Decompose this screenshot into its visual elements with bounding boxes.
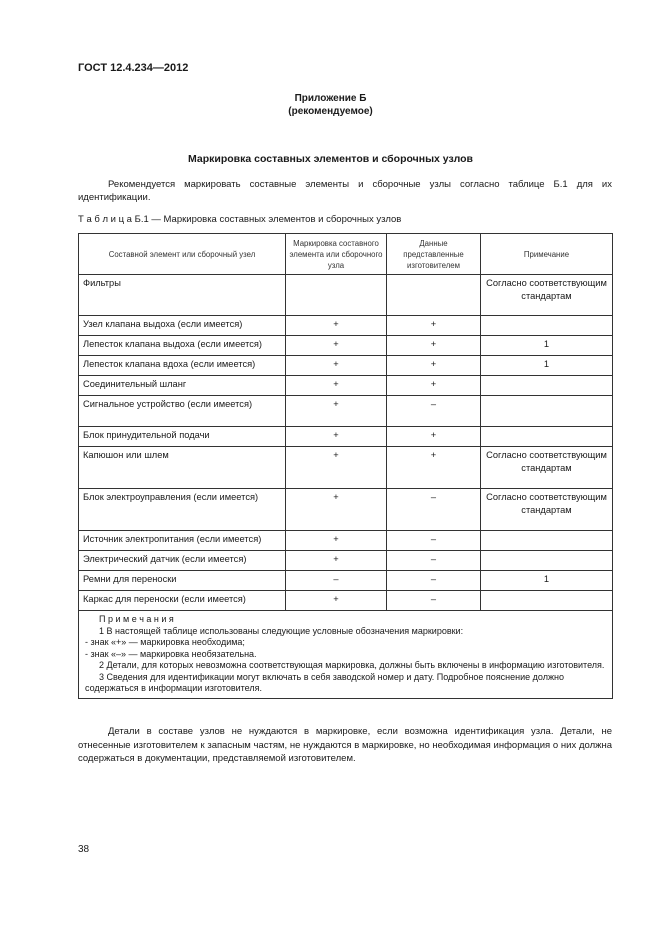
cell-data: +	[387, 427, 481, 447]
annex-title: Приложение Б	[294, 93, 367, 104]
standard-header: ГОСТ 12.4.234—2012	[78, 62, 189, 74]
cell-data: –	[387, 489, 481, 531]
table-row	[79, 447, 613, 489]
header-marking: Маркировка составного элемента или сборочного узла	[286, 234, 387, 275]
table-row	[79, 316, 613, 336]
intro-paragraph: Рекомендуется маркировать составные элементы и сборочные узлы согласно таблице Б.1 для их идентификации.	[78, 179, 612, 203]
cell-data: +	[387, 447, 481, 489]
cell-note	[481, 396, 613, 427]
table-row	[79, 376, 613, 396]
note-2: 2 Детали, для которых невозможна соответствующая маркировка, должны быть включены в информацию изготовителя.	[99, 660, 605, 670]
cell-element: Источник электропитания (если имеется)	[79, 531, 286, 551]
header-element: Составной элемент или сборочный узел	[79, 234, 286, 275]
cell-note: Согласно соответствующим стандартам	[481, 447, 613, 489]
cell-note	[481, 427, 613, 447]
cell-note	[481, 591, 613, 611]
cell-note: 1	[481, 356, 613, 376]
cell-note: Согласно соответствующим стандартам	[481, 275, 613, 316]
table-row	[79, 396, 613, 427]
cell-data: +	[387, 356, 481, 376]
table-row	[79, 336, 613, 356]
table-caption-text: Б.1 — Маркировка составных элементов и сборочных узлов	[134, 214, 402, 225]
cell-marking: +	[286, 591, 387, 611]
table-caption	[78, 214, 401, 225]
cell-marking: +	[286, 396, 387, 427]
table-row	[79, 571, 613, 591]
cell-marking: +	[286, 427, 387, 447]
table-row	[79, 531, 613, 551]
page-number: 38	[78, 844, 90, 855]
cell-element: Капюшон или шлем	[79, 447, 286, 489]
cell-element: Блок электроуправления (если имеется)	[79, 489, 286, 531]
table-row	[79, 427, 613, 447]
cell-element: Ремни для переноски	[79, 571, 286, 591]
cell-data: –	[387, 531, 481, 551]
cell-marking	[286, 275, 387, 316]
cell-marking: +	[286, 447, 387, 489]
cell-data: –	[387, 396, 481, 427]
cell-element: Лепесток клапана выдоха (если имеется)	[79, 336, 286, 356]
table-row	[79, 356, 613, 376]
cell-data: –	[387, 591, 481, 611]
note-3: 3 Сведения для идентификации могут включать в себя заводской номер и дату. Подробное пояснение должно содержаться в информации изготовителя.	[85, 671, 564, 693]
cell-note: 1	[481, 571, 613, 591]
notes-row	[79, 611, 613, 699]
note-1: 1 В настоящей таблице использованы следующие условные обозначения маркировки:	[99, 625, 464, 636]
cell-data	[387, 275, 481, 316]
cell-element: Узел клапана выдоха (если имеется)	[79, 316, 286, 336]
cell-element: Сигнальное устройство (если имеется)	[79, 396, 286, 427]
cell-marking: +	[286, 489, 387, 531]
cell-element: Лепесток клапана вдоха (если имеется)	[79, 356, 286, 376]
table-row	[79, 551, 613, 571]
cell-marking: +	[286, 356, 387, 376]
cell-marking: +	[286, 551, 387, 571]
header-data: Данные представленные изготовителем	[387, 234, 481, 275]
cell-marking: +	[286, 376, 387, 396]
cell-element: Блок принудительной подачи	[79, 427, 286, 447]
cell-element: Фильтры	[79, 275, 286, 316]
cell-note	[481, 376, 613, 396]
header-note: Примечание	[481, 234, 613, 275]
cell-data: +	[387, 376, 481, 396]
annex-status: (рекомендуемое)	[288, 106, 373, 117]
cell-marking: –	[286, 571, 387, 591]
annex-heading	[0, 92, 661, 118]
note-1-minus: - знак «–» — маркировка необязательна.	[85, 648, 257, 659]
cell-note	[481, 531, 613, 551]
table-row	[79, 275, 613, 316]
marking-table	[78, 233, 613, 699]
cell-note	[481, 316, 613, 336]
cell-data: –	[387, 551, 481, 571]
table-row	[79, 591, 613, 611]
note-1-plus: - знак «+» — маркировка необходима;	[85, 637, 245, 647]
cell-note: Согласно соответствующим стандартам	[481, 489, 613, 531]
cell-element: Каркас для переноски (если имеется)	[79, 591, 286, 611]
cell-note: 1	[481, 336, 613, 356]
cell-marking: +	[286, 531, 387, 551]
section-title: Маркировка составных элементов и сборочных узлов	[188, 153, 473, 165]
table-notes	[79, 611, 613, 699]
table-row	[79, 489, 613, 531]
notes-heading: П р и м е ч а н и я	[99, 614, 174, 624]
cell-note	[481, 551, 613, 571]
cell-data: +	[387, 336, 481, 356]
cell-marking: +	[286, 336, 387, 356]
cell-data: +	[387, 316, 481, 336]
cell-data: –	[387, 571, 481, 591]
cell-element: Соединительный шланг	[79, 376, 286, 396]
table-caption-prefix: Т а б л и ц а	[78, 214, 132, 225]
cell-element: Электрический датчик (если имеется)	[79, 551, 286, 571]
cell-marking: +	[286, 316, 387, 336]
closing-paragraph: Детали в составе узлов не нуждаются в маркировке, если возможна идентификация узла. Детали, не отнесенные изготовителем к запасным частям, не нуждаются в маркировке, но необходимая информация о них должна содержаться в документации, представляемой изготовителем.	[78, 726, 612, 764]
